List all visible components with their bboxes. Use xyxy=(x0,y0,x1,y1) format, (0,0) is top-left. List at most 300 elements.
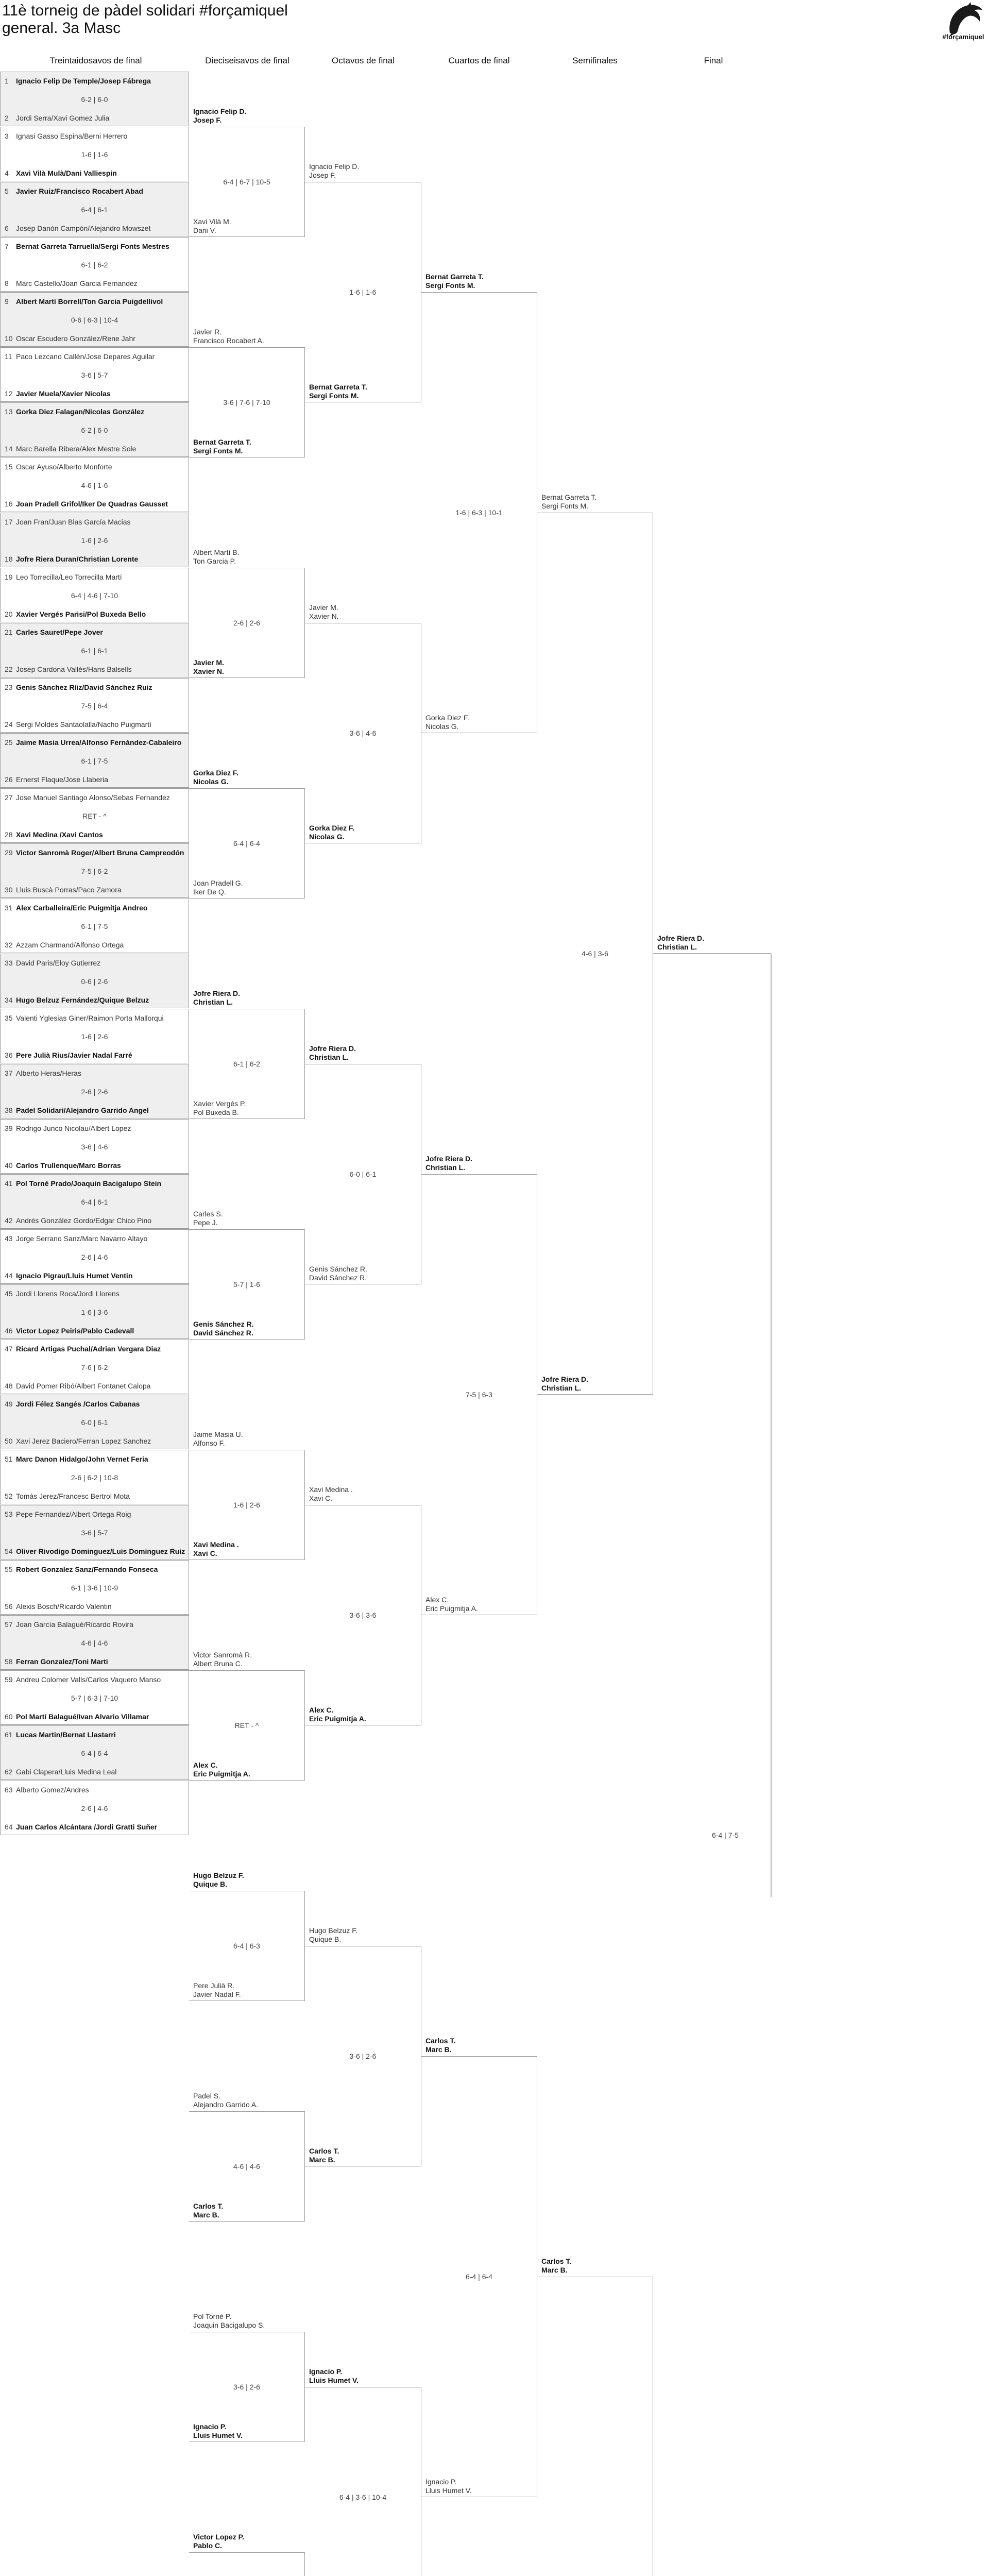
team-row[interactable] xyxy=(5,500,186,508)
match-card[interactable] xyxy=(0,1395,189,1449)
team-name-line: Javier M. xyxy=(309,603,338,612)
match-card[interactable] xyxy=(0,954,189,1008)
team-seed: 34 xyxy=(5,996,13,1004)
team-name: Tomás Jerez/Francesc Bertrol Mota xyxy=(16,1492,130,1500)
match-score: 3-6 | 4-6 xyxy=(81,1143,108,1151)
team-name-line: Ignacio P. xyxy=(193,2422,227,2431)
match-score: 1-6 | 3-6 xyxy=(81,1308,108,1316)
team-seed: 33 xyxy=(5,959,13,967)
team-seed: 1 xyxy=(5,77,9,85)
team-name-line: David Sánchez R. xyxy=(309,1274,367,1282)
match-score: 2-6 | 6-2 | 10-8 xyxy=(71,1473,118,1482)
team-name[interactable] xyxy=(309,1926,357,1944)
team-name-line: Alex C. xyxy=(309,1706,334,1714)
team-name-line: Pol Buxeda B. xyxy=(193,1108,239,1116)
team-name[interactable] xyxy=(309,1485,353,1503)
team-name: Xavi Vilà Mulà/Dani Valliespin xyxy=(16,169,117,177)
team-row[interactable] xyxy=(5,683,186,691)
match-card[interactable] xyxy=(421,292,537,733)
team-name-line: Jofre Riera D. xyxy=(541,1375,589,1383)
team-name-line: Nicolas G. xyxy=(309,833,345,841)
team-name[interactable] xyxy=(193,1540,239,1558)
match-score: 1-6 | 2-6 xyxy=(81,1032,108,1041)
team-name-line: Sergi Fonts M. xyxy=(541,502,589,510)
team-name: Jordi Llorens Roca/Jordi Llorens xyxy=(16,1290,120,1298)
match-score: 3-6 | 4-6 xyxy=(349,729,377,737)
team-row[interactable] xyxy=(5,941,186,949)
team-name: Xavi Jerez Baciero/Ferran Lopez Sanchez xyxy=(16,1437,151,1445)
team-name-line: Jaime Masia U. xyxy=(193,1430,243,1438)
match-score: 7-6 | 6-2 xyxy=(81,1363,108,1371)
team-name-line: Javier Nadal F. xyxy=(193,1990,241,1998)
match-score: 6-0 | 6-1 xyxy=(349,1170,377,1178)
team-row[interactable] xyxy=(5,445,186,453)
team-row[interactable] xyxy=(5,1382,186,1390)
team-name: Alberto Gomez/Andres xyxy=(16,1786,89,1794)
team-name-line: Jofre Riera D. xyxy=(193,989,241,997)
match-score: 3-6 | 3-6 xyxy=(349,1611,377,1619)
team-row[interactable] xyxy=(5,518,186,526)
team-name[interactable] xyxy=(193,1651,252,1668)
match-card[interactable] xyxy=(0,1781,189,1835)
team-name-line: Josep F. xyxy=(309,171,336,179)
team-name-line: Jofre Riera D. xyxy=(425,1155,473,1163)
match-card[interactable] xyxy=(537,2277,653,2576)
team-name: Lluis Buscà Porras/Paco Zamora xyxy=(16,886,122,894)
match-card[interactable] xyxy=(0,1064,189,1118)
match-score: 3-6 | 5-7 xyxy=(81,371,108,379)
match-card[interactable] xyxy=(421,2056,537,2497)
team-row[interactable] xyxy=(5,1069,186,1077)
team-row[interactable] xyxy=(5,224,186,232)
team-name[interactable] xyxy=(193,1761,250,1778)
team-row[interactable] xyxy=(5,1124,186,1132)
match-card[interactable] xyxy=(0,1560,189,1615)
team-name[interactable] xyxy=(425,1155,472,1172)
team-name-line: Pepe J. xyxy=(193,1218,218,1227)
match-card[interactable] xyxy=(0,1229,189,1284)
match-card[interactable] xyxy=(0,182,189,236)
match-card[interactable] xyxy=(0,457,189,512)
team-name[interactable] xyxy=(193,658,224,676)
team-row[interactable] xyxy=(5,114,186,122)
team-name-line: Eric Puigmitja A. xyxy=(425,1604,478,1613)
team-name[interactable] xyxy=(193,1210,223,1227)
team-seed: 13 xyxy=(5,408,13,416)
team-name[interactable] xyxy=(541,493,596,511)
team-row[interactable] xyxy=(5,720,186,728)
match-score: 6-4 | 6-1 xyxy=(81,206,108,214)
team-name-line: Christian L. xyxy=(309,1053,349,1061)
team-seed: 59 xyxy=(5,1675,13,1684)
team-row[interactable] xyxy=(5,1014,186,1022)
team-name[interactable] xyxy=(425,1596,478,1613)
team-name[interactable] xyxy=(425,273,484,290)
team-name: Gorka Diez Falagan/Nicolas González xyxy=(16,408,144,416)
match-card[interactable] xyxy=(421,1174,537,1615)
team-name: Alex Carballeira/Eric Puigmitja Andreo xyxy=(16,904,148,912)
team-row[interactable] xyxy=(5,389,186,398)
team-name[interactable] xyxy=(309,2367,359,2385)
team-name-line: Alfonso F. xyxy=(193,1439,225,1447)
team-name-line: Carlos T. xyxy=(541,2257,572,2265)
team-seed: 37 xyxy=(5,1069,13,1077)
team-seed: 54 xyxy=(5,1547,13,1555)
team-row[interactable] xyxy=(5,132,186,140)
team-name: Javier Muela/Xavier Nicolas xyxy=(16,389,111,398)
team-name[interactable] xyxy=(193,769,238,786)
team-name: Joan Pradell Grifol/Iker De Quadras Gausset xyxy=(16,500,168,508)
team-name-line: Sergi Fonts M. xyxy=(425,281,475,290)
team-row[interactable] xyxy=(5,187,186,195)
team-row[interactable] xyxy=(5,1786,186,1794)
team-seed: 22 xyxy=(5,665,13,673)
match-card[interactable] xyxy=(0,678,189,733)
team-name[interactable] xyxy=(425,2478,472,2495)
match-card[interactable] xyxy=(0,1340,189,1394)
team-name-line: Xavi Medina . xyxy=(193,1540,239,1549)
team-name: Xavier Vergés Parisi/Pol Buxeda Bello xyxy=(16,610,146,618)
match-card[interactable] xyxy=(0,402,189,457)
team-name: Albert Martí Borrell/Ton Garcia Puigdellivol xyxy=(16,297,163,306)
team-name-line: Pere Julià R. xyxy=(193,1981,235,1990)
team-name-line: Hugo Belzuz F. xyxy=(309,1926,358,1935)
team-name-line: Nicolas G. xyxy=(425,722,459,731)
team-name[interactable] xyxy=(193,2422,243,2440)
team-name: Sergi Moldes Santaolalla/Nacho Puigmartí xyxy=(16,720,152,728)
team-name-line: Xavi Medina . xyxy=(309,1485,353,1494)
match-card[interactable] xyxy=(0,1725,189,1780)
team-row[interactable] xyxy=(5,1161,186,1170)
match-card[interactable] xyxy=(0,843,189,898)
team-name: Jordi Félez Sangés /Carlos Cabanas xyxy=(16,1400,140,1408)
match-score: 4-6 | 1-6 xyxy=(81,481,108,489)
team-name[interactable] xyxy=(657,934,704,952)
team-name: Ignacio Felip De Temple/Josep Fábrega xyxy=(16,77,151,85)
match-card[interactable] xyxy=(305,2387,421,2576)
team-name[interactable] xyxy=(309,824,354,841)
team-seed: 38 xyxy=(5,1106,13,1114)
team-name[interactable] xyxy=(193,438,251,455)
round-header: Semifinales xyxy=(572,56,618,65)
team-name-line: Pablo C. xyxy=(193,2541,223,2550)
team-name-line: Christian L. xyxy=(657,943,697,951)
team-name: Azzam Charmand/Alfonso Ortega xyxy=(16,941,124,949)
match-card[interactable] xyxy=(305,1064,421,1284)
team-seed: 53 xyxy=(5,1510,13,1518)
team-name-line: Ton Garcia P. xyxy=(193,557,236,565)
match-card[interactable] xyxy=(0,568,189,622)
team-row[interactable] xyxy=(5,1602,186,1611)
team-row[interactable] xyxy=(5,665,186,673)
team-name[interactable] xyxy=(193,1320,253,1337)
team-seed: 27 xyxy=(5,793,13,802)
team-name[interactable] xyxy=(425,714,469,731)
team-seed: 50 xyxy=(5,1437,13,1445)
team-seed: 48 xyxy=(5,1382,13,1390)
team-seed: 30 xyxy=(5,886,13,894)
match-card[interactable] xyxy=(0,237,189,292)
team-row[interactable] xyxy=(5,297,186,306)
team-seed: 63 xyxy=(5,1786,13,1794)
team-name: Ferran Gonzalez/Toni Marti xyxy=(16,1657,108,1666)
team-name: Josep Cardona Vallès/Hans Balsells xyxy=(16,665,132,673)
team-name[interactable] xyxy=(309,383,367,400)
team-seed: 8 xyxy=(5,279,9,287)
match-card[interactable] xyxy=(0,899,189,953)
match-card[interactable] xyxy=(305,1505,421,1725)
team-seed: 6 xyxy=(5,224,9,232)
match-score: 0-6 | 6-3 | 10-4 xyxy=(71,316,118,324)
team-name[interactable] xyxy=(193,2092,258,2109)
match-card[interactable] xyxy=(0,72,189,126)
match-score: 6-1 | 6-2 xyxy=(81,261,108,269)
team-seed: 62 xyxy=(5,1768,13,1776)
team-name: Ricard Artigas Puchal/Adrian Vergara Diaz xyxy=(16,1345,161,1353)
team-name[interactable] xyxy=(425,2037,455,2054)
team-name[interactable] xyxy=(193,107,246,125)
team-name[interactable] xyxy=(193,2533,244,2550)
team-seed: 44 xyxy=(5,1272,13,1280)
team-name-line: Eric Puigmitja A. xyxy=(309,1715,366,1723)
team-name[interactable] xyxy=(193,2202,223,2219)
team-row[interactable] xyxy=(5,1510,186,1518)
team-name: Pol Martí Balagué/Ivan Alvario Villamar xyxy=(16,1713,149,1721)
team-row[interactable] xyxy=(5,1657,186,1666)
team-name: Joan García Balagué/Ricardo Rovira xyxy=(16,1620,134,1629)
match-score: 6-4 | 4-6 | 7-10 xyxy=(71,591,118,600)
team-name-line: Victor Sanromà R. xyxy=(193,1651,252,1659)
team-row[interactable] xyxy=(5,242,186,250)
team-name: Oliver Rivodigo Dominguez/Luis Dominguez Ruiz xyxy=(16,1547,185,1555)
team-name: Andrés González Gordo/Edgar Chico Pino xyxy=(16,1216,152,1225)
match-score: 2-6 | 4-6 xyxy=(81,1253,108,1261)
team-name[interactable] xyxy=(309,603,339,621)
team-name-line: Marc B. xyxy=(309,2156,335,2164)
team-name-line: Padel S. xyxy=(193,2092,220,2100)
team-row[interactable] xyxy=(5,1179,186,1188)
team-seed: 64 xyxy=(5,1823,13,1831)
team-row[interactable] xyxy=(5,1731,186,1739)
match-card[interactable] xyxy=(305,182,421,402)
team-name[interactable] xyxy=(193,217,231,235)
team-row[interactable] xyxy=(5,1290,186,1298)
team-row[interactable] xyxy=(5,1620,186,1629)
team-row[interactable] xyxy=(5,1327,186,1335)
team-seed: 58 xyxy=(5,1657,13,1666)
team-row[interactable] xyxy=(5,1106,186,1114)
team-name-line: Bernat Garreta T. xyxy=(425,273,484,281)
team-seed: 24 xyxy=(5,720,13,728)
team-seed: 61 xyxy=(5,1731,13,1739)
team-row[interactable] xyxy=(5,573,186,581)
team-row[interactable] xyxy=(5,959,186,967)
team-row[interactable] xyxy=(5,77,186,85)
team-name: Victor Sanromà Roger/Albert Bruna Campreodón xyxy=(16,849,184,857)
team-name-line: Carlos T. xyxy=(193,2202,224,2210)
team-name[interactable] xyxy=(541,2257,571,2275)
match-score: RET - ^ xyxy=(234,1721,259,1730)
team-name-line: Bernat Garreta T. xyxy=(541,493,597,501)
team-row[interactable] xyxy=(5,1234,186,1243)
match-card[interactable] xyxy=(0,1670,189,1725)
team-row[interactable] xyxy=(5,886,186,894)
team-row[interactable] xyxy=(5,628,186,636)
match-score: 6-0 | 6-1 xyxy=(81,1418,108,1427)
team-name[interactable] xyxy=(309,2147,339,2164)
team-name-line: Lluis Humet V. xyxy=(193,2431,243,2439)
team-name-line: Bernat Garreta T. xyxy=(309,383,367,391)
team-name[interactable] xyxy=(193,548,239,566)
team-row[interactable] xyxy=(5,1713,186,1721)
team-name: Carlos Trullenque/Marc Borras xyxy=(16,1161,121,1170)
team-name: Alexis Bosch/Ricardo Valentin xyxy=(16,1602,112,1611)
round-header: Dieciseisavos de final xyxy=(205,56,289,65)
team-name-line: Sergi Fonts M. xyxy=(193,447,243,455)
team-name-line: Gorka Diez F. xyxy=(193,769,238,777)
round-header: Cuartos de final xyxy=(448,56,510,65)
team-name: Hugo Belzuz Fernández/Quique Belzuz xyxy=(16,996,149,1004)
team-name: Lucas Martin/Bernat Llastarri xyxy=(16,1731,116,1739)
team-name[interactable] xyxy=(309,1706,366,1723)
team-seed: 14 xyxy=(5,445,13,453)
team-name-line: Javier R. xyxy=(193,328,222,336)
match-score: 2-6 | 4-6 xyxy=(81,1804,108,1812)
team-row[interactable] xyxy=(5,1051,186,1059)
team-row[interactable] xyxy=(5,1216,186,1225)
match-card[interactable] xyxy=(0,513,189,567)
team-row[interactable] xyxy=(5,610,186,618)
team-row[interactable] xyxy=(5,279,186,287)
team-name[interactable] xyxy=(193,328,264,345)
team-name-line: Bernat Garreta T. xyxy=(193,438,251,446)
team-name: Ernerst Flaque/Jose Llaberia xyxy=(16,775,108,784)
team-name[interactable] xyxy=(309,1265,367,1282)
match-card[interactable] xyxy=(305,623,421,843)
team-name-line: Alex C. xyxy=(193,1761,218,1769)
team-name-line: Albert Martí B. xyxy=(193,548,240,556)
team-name[interactable] xyxy=(193,1099,246,1117)
match-score: 6-2 | 6-0 xyxy=(81,426,108,434)
team-name[interactable] xyxy=(193,1981,241,1999)
match-card[interactable] xyxy=(0,1284,189,1339)
team-seed: 49 xyxy=(5,1400,13,1408)
match-score: 4-6 | 3-6 xyxy=(582,950,608,958)
team-name[interactable] xyxy=(193,1430,243,1448)
team-name-line: Josep F. xyxy=(193,116,222,124)
match-score: 7-5 | 6-3 xyxy=(466,1391,492,1399)
team-name: Andreu Colomer Valls/Carlos Vaquero Manso xyxy=(16,1675,161,1684)
match-score: 6-1 | 3-6 | 10-9 xyxy=(71,1584,118,1592)
team-name-line: Xavi C. xyxy=(309,1494,333,1502)
team-row[interactable] xyxy=(5,352,186,361)
match-card[interactable] xyxy=(305,1946,421,2166)
team-seed: 57 xyxy=(5,1620,13,1629)
team-name: Jordi Serra/Xavi Gomez Julia xyxy=(16,114,110,122)
match-card[interactable] xyxy=(0,623,189,677)
team-name-line: Christian L. xyxy=(541,1384,582,1392)
match-card[interactable] xyxy=(537,513,653,1395)
team-row[interactable] xyxy=(5,793,186,802)
team-row[interactable] xyxy=(5,775,186,784)
team-row[interactable] xyxy=(5,831,186,839)
match-score: 4-6 | 4-6 xyxy=(233,2162,260,2171)
match-card[interactable] xyxy=(0,1174,189,1229)
team-row[interactable] xyxy=(5,334,186,343)
team-name[interactable] xyxy=(193,989,240,1007)
match-card[interactable] xyxy=(0,788,189,843)
match-card[interactable] xyxy=(189,2552,305,2576)
match-score: RET - ^ xyxy=(82,812,107,820)
match-card[interactable] xyxy=(0,733,189,788)
team-row[interactable] xyxy=(5,169,186,177)
team-name-line: Gorka Diez F. xyxy=(309,824,354,832)
team-name[interactable] xyxy=(193,1871,244,1889)
match-card[interactable] xyxy=(0,1009,189,1063)
team-name: Ignasi Gasso Espina/Berni Herrero xyxy=(16,132,128,140)
team-row[interactable] xyxy=(5,904,186,912)
team-row[interactable] xyxy=(5,1547,186,1555)
team-name-line: Xavier N. xyxy=(309,612,339,620)
team-name-line: Nicolas G. xyxy=(193,777,229,786)
team-row[interactable] xyxy=(5,1272,186,1280)
team-seed: 36 xyxy=(5,1051,13,1059)
team-seed: 16 xyxy=(5,500,13,508)
team-row[interactable] xyxy=(5,738,186,747)
team-name[interactable] xyxy=(193,2312,265,2330)
team-row[interactable] xyxy=(5,555,186,563)
match-score: 6-4 | 6-4 xyxy=(233,839,260,848)
match-card[interactable] xyxy=(0,1615,189,1670)
team-row[interactable] xyxy=(5,1675,186,1684)
team-name-line: Lluis Humet V. xyxy=(309,2376,359,2384)
team-row[interactable] xyxy=(5,408,186,416)
match-card[interactable] xyxy=(0,127,189,181)
team-row[interactable] xyxy=(5,1565,186,1573)
team-row[interactable] xyxy=(5,1768,186,1776)
team-name[interactable] xyxy=(309,1044,356,1062)
match-card[interactable] xyxy=(0,292,189,347)
team-row[interactable] xyxy=(5,849,186,857)
team-name: Robert Gonzalez Sanz/Fernando Fonseca xyxy=(16,1565,158,1573)
team-seed: 11 xyxy=(5,352,12,361)
team-name[interactable] xyxy=(193,879,243,896)
team-row[interactable] xyxy=(5,996,186,1004)
team-name[interactable] xyxy=(309,162,359,180)
team-row[interactable] xyxy=(5,1455,186,1463)
team-row[interactable] xyxy=(5,1345,186,1353)
team-row[interactable] xyxy=(5,1492,186,1500)
team-name[interactable] xyxy=(541,1375,588,1393)
team-name: Jose Manuel Santiago Alonso/Sebas Fernandez xyxy=(16,793,170,802)
team-name-line: Xavi C. xyxy=(193,1549,217,1557)
team-name-line: Pol Torné P. xyxy=(193,2312,232,2320)
match-card[interactable] xyxy=(0,1505,189,1560)
team-row[interactable] xyxy=(5,1437,186,1445)
match-card[interactable] xyxy=(0,347,189,402)
match-card[interactable] xyxy=(0,1450,189,1504)
team-name: Victor Lopez Peiris/Pablo Cadevall xyxy=(16,1327,134,1335)
match-score: 6-4 | 3-6 | 10-4 xyxy=(339,2493,387,2501)
team-name: Juan Carlos Alcántara /Jordi Gratti Suñer xyxy=(16,1823,158,1831)
match-score: 6-1 | 7-5 xyxy=(81,757,108,765)
team-row[interactable] xyxy=(5,1400,186,1408)
match-score: 5-7 | 6-3 | 7-10 xyxy=(71,1694,118,1702)
team-name: Javier Ruiz/Francisco Rocabert Abad xyxy=(16,187,143,195)
team-row[interactable] xyxy=(5,1823,186,1831)
match-card[interactable] xyxy=(0,1119,189,1174)
team-row[interactable] xyxy=(5,463,186,471)
